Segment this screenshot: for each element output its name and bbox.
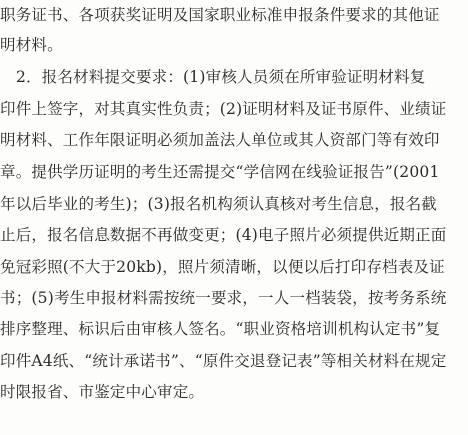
text-line: 印件上签字，对其真实性负责；(2)证明材料及证书原件、业绩证 [0,100,447,118]
text-line: 免冠彩照(不大于20kb)，照片须清晰，以便以后打印存档表及证 [0,258,445,276]
text-line: 年以后毕业的考生)；(3)报名机构须认真核对考生信息，报名截 [0,195,438,213]
text-line: 排序整理、标识后由审核人签名。“职业资格培训机构认定书”复 [0,320,441,338]
text-line: 明材料、工作年限证明必须加盖法人单位或其人资部门等有效印 [0,131,440,149]
text-line: 职务证书、各项获奖证明及国家职业标准申报条件要求的其他证 [0,6,440,24]
text-line: 章。提供学历证明的考生还需提交“学信网在线验证报告”(2001 [0,163,440,181]
text-line: 时限报省、市鉴定中心审定。 [0,383,205,401]
text-line: 印件A4纸、“统计承诺书”、“原件交退登记表”等相关材料在规定 [0,352,447,370]
text-line: 止后，报名信息数据不再做变更；(4)电子照片必须提供近期正面 [0,226,447,244]
text-line: 书；(5)考生申报材料需按统一要求，一人一档装袋，按考务系统 [0,289,447,307]
text-line: 2．报名材料提交要求：(1)审核人员须在所审验证明材料复 [16,68,426,86]
text-line: 明材料。 [0,36,63,54]
